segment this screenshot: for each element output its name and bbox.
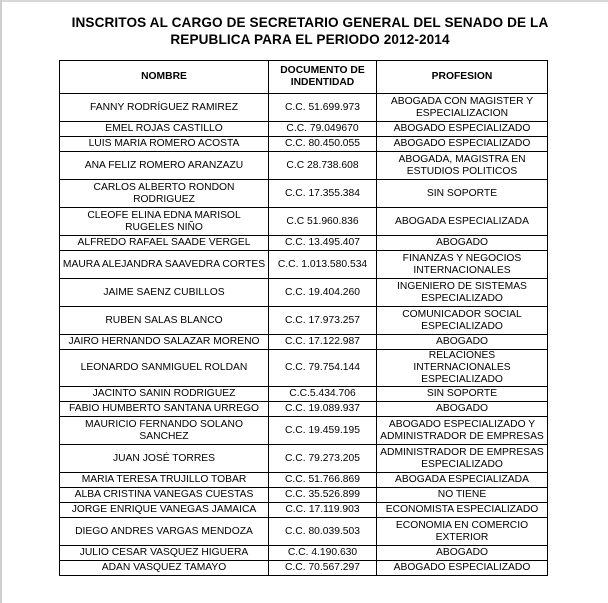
cell-profession: INGENIERO DE SISTEMAS ESPECIALIZADO <box>377 279 548 307</box>
cell-document: C.C. 35.526.899 <box>269 488 377 503</box>
cell-document: C.C. 79.273.205 <box>269 445 377 473</box>
document-title <box>40 14 580 48</box>
cell-document: C.C. 19.089.937 <box>269 402 377 417</box>
cell-name: CLEOFE ELINA EDNA MARISOL RUGELES NIÑO <box>60 208 269 236</box>
table-row <box>60 473 548 488</box>
cell-name: JULIO CESAR VASQUEZ HIGUERA <box>60 546 269 561</box>
table-row <box>60 236 548 251</box>
cell-profession: ABOGADO ESPECIALIZADO <box>377 122 548 137</box>
page-top-border <box>0 0 608 2</box>
table-row <box>60 208 548 236</box>
cell-document: C.C. 13.495.407 <box>269 236 377 251</box>
title-line-1: INSCRITOS AL CARGO DE SECRETARIO GENERAL DEL SENADO DE LA <box>71 15 549 30</box>
cell-document: C.C. 17.122.987 <box>269 335 377 350</box>
cell-name: ALBA CRISTINA VANEGAS CUESTAS <box>60 488 269 503</box>
cell-document: C.C. 19.459.195 <box>269 417 377 445</box>
cell-profession: ABOGADO ESPECIALIZADO <box>377 561 548 576</box>
cell-name: RUBEN SALAS BLANCO <box>60 307 269 335</box>
table-row <box>60 445 548 473</box>
cell-name: ALFREDO RAFAEL SAADE VERGEL <box>60 236 269 251</box>
cell-name: ANA FELIZ ROMERO ARANZAZU <box>60 152 269 180</box>
header-name: NOMBRE <box>60 61 269 94</box>
cell-document: C.C.5.434.706 <box>269 387 377 402</box>
cell-profession: ABOGADO <box>377 402 548 417</box>
cell-document: C.C. 80.450.055 <box>269 137 377 152</box>
cell-document: C.C 51.960.836 <box>269 208 377 236</box>
cell-profession: ADMINISTRADOR DE EMPRESAS ESPECIALIZADO <box>377 445 548 473</box>
table-row <box>60 518 548 546</box>
cell-document: C.C. 51.766.869 <box>269 473 377 488</box>
cell-profession: ABOGADO <box>377 335 548 350</box>
cell-profession: SIN SOPORTE <box>377 180 548 208</box>
cell-name: MAURICIO FERNANDO SOLANO SANCHEZ <box>60 417 269 445</box>
cell-profession: ABOGADO <box>377 546 548 561</box>
table-row <box>60 561 548 576</box>
table-row <box>60 546 548 561</box>
cell-document: C.C. 17.119.903 <box>269 503 377 518</box>
cell-document: C.C. 70.567.297 <box>269 561 377 576</box>
cell-name: JORGE ENRIQUE VANEGAS JAMAICA <box>60 503 269 518</box>
table-row <box>60 488 548 503</box>
cell-document: C.C. 79.754.144 <box>269 350 377 387</box>
cell-profession: NO TIENE <box>377 488 548 503</box>
cell-profession: FINANZAS Y NEGOCIOS INTERNACIONALES <box>377 251 548 279</box>
cell-profession: SIN SOPORTE <box>377 387 548 402</box>
cell-document: C.C. 19.404.260 <box>269 279 377 307</box>
table-row <box>60 122 548 137</box>
table-row <box>60 335 548 350</box>
cell-document: C.C. 79.049670 <box>269 122 377 137</box>
table-row <box>60 307 548 335</box>
cell-profession: ABOGADA CON MAGISTER Y ESPECIALIZACION <box>377 94 548 122</box>
table-row <box>60 152 548 180</box>
cell-name: FABIO HUMBERTO SANTANA URREGO <box>60 402 269 417</box>
cell-profession: ABOGADA ESPECIALIZADA <box>377 208 548 236</box>
cell-name: EMEL ROJAS CASTILLO <box>60 122 269 137</box>
cell-profession: ECONOMISTA ESPECIALIZADO <box>377 503 548 518</box>
cell-name: JAIME SAENZ CUBILLOS <box>60 279 269 307</box>
cell-document: C.C 28.738.608 <box>269 152 377 180</box>
cell-name: MAURA ALEJANDRA SAAVEDRA CORTES <box>60 251 269 279</box>
table-row <box>60 402 548 417</box>
cell-document: C.C. 51.699.973 <box>269 94 377 122</box>
cell-document: C.C. 80.039.503 <box>269 518 377 546</box>
cell-profession: ABOGADO ESPECIALIZADO <box>377 137 548 152</box>
cell-name: CARLOS ALBERTO RONDON RODRIGUEZ <box>60 180 269 208</box>
registrants-table <box>59 60 548 576</box>
table-row <box>60 417 548 445</box>
cell-profession: ECONOMIA EN COMERCIO EXTERIOR <box>377 518 548 546</box>
cell-profession: ABOGADA, MAGISTRA EN ESTUDIOS POLITICOS <box>377 152 548 180</box>
table-row <box>60 387 548 402</box>
cell-name: LUIS MARIA ROMERO ACOSTA <box>60 137 269 152</box>
table-row <box>60 180 548 208</box>
cell-profession: ABOGADA ESPECIALIZADA <box>377 473 548 488</box>
table-row <box>60 137 548 152</box>
cell-name: MARIA TERESA TRUJILLO TOBAR <box>60 473 269 488</box>
header-profession: PROFESION <box>377 61 548 94</box>
header-document: DOCUMENTO DE INDENTIDAD <box>269 61 377 94</box>
cell-name: ADAN VASQUEZ TAMAYO <box>60 561 269 576</box>
cell-document: C.C. 1.013.580.534 <box>269 251 377 279</box>
table-row <box>60 251 548 279</box>
cell-profession: ABOGADO ESPECIALIZADO Y ADMINISTRADOR DE EMPRESAS <box>377 417 548 445</box>
page-left-border <box>0 0 2 603</box>
cell-name: JACINTO SANIN RODRIGUEZ <box>60 387 269 402</box>
cell-document: C.C. 4.190.630 <box>269 546 377 561</box>
cell-name: FANNY RODRÍGUEZ RAMIREZ <box>60 94 269 122</box>
cell-name: DIEGO ANDRES VARGAS MENDOZA <box>60 518 269 546</box>
cell-name: JUAN JOSÉ TORRES <box>60 445 269 473</box>
table-row <box>60 94 548 122</box>
cell-profession: ABOGADO <box>377 236 548 251</box>
cell-profession: COMUNICADOR SOCIAL ESPECIALIZADO <box>377 307 548 335</box>
table-row <box>60 503 548 518</box>
cell-name: LEONARDO SANMIGUEL ROLDAN <box>60 350 269 387</box>
table-header-row <box>60 61 548 94</box>
cell-profession: RELACIONES INTERNACIONALES ESPECIALIZADO <box>377 350 548 387</box>
title-line-2: REPUBLICA PARA EL PERIODO 2012-2014 <box>170 32 450 47</box>
table-row <box>60 279 548 307</box>
table-row <box>60 350 548 387</box>
cell-name: JAIRO HERNANDO SALAZAR MORENO <box>60 335 269 350</box>
cell-document: C.C. 17.973.257 <box>269 307 377 335</box>
table-body <box>60 94 548 576</box>
cell-document: C.C. 17.355.384 <box>269 180 377 208</box>
